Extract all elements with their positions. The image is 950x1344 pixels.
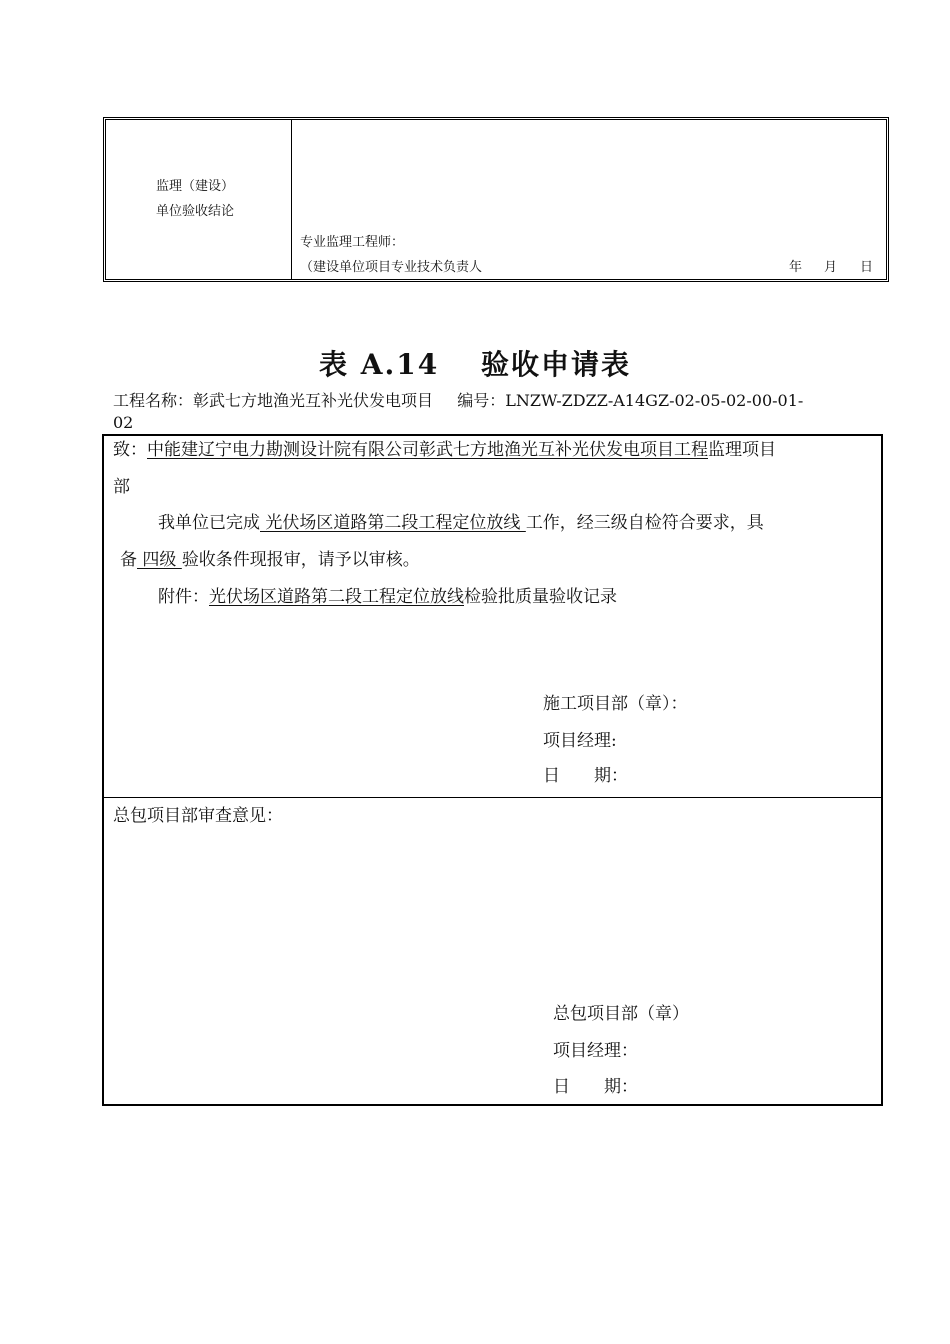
row-divider (104, 797, 881, 798)
acceptance-conclusion-table (103, 117, 889, 282)
recipient-name: 中能建辽宁电力勘测设计院有限公司彰武七方地渔光互补光伏发电项目工程 (147, 440, 708, 460)
month-label: 月 (824, 260, 838, 275)
recipient-suffix-line2: 部 (113, 477, 130, 497)
body-mid: 工作，经三级自检符合要求，具 (525, 513, 764, 533)
to-label: 致： (113, 440, 147, 460)
application-table (102, 434, 883, 1106)
recipient-suffix: 监理项目 (708, 440, 776, 460)
recipient-line (113, 440, 776, 460)
acceptance-level: 四级 (137, 550, 182, 570)
body-line1 (158, 513, 764, 533)
year-label: 年 (789, 260, 803, 275)
date-label: 日 期： (543, 766, 628, 786)
body-line2-suffix: 验收条件现报审，请予以审核。 (181, 550, 420, 570)
review-opinion-label: 总包项目部审查意见： (113, 806, 283, 826)
conclusion-label-line1: 监理（建设） (156, 179, 235, 194)
project-name-label: 工程名称： (113, 391, 194, 410)
project-info-line (113, 388, 803, 411)
code-continuation: 02 (113, 413, 134, 432)
work-item: 光伏场区道路第二段工程定位放线 (260, 513, 526, 533)
attachment-line (158, 587, 617, 607)
general-contractor-dept-label: 总包项目部（章） (553, 1004, 689, 1024)
day-label: 日 (860, 260, 874, 275)
body-prefix: 我单位已完成 (158, 513, 260, 533)
conclusion-label-line2: 单位验收结论 (156, 204, 235, 219)
review-manager-label: 项目经理： (553, 1041, 638, 1061)
table-divider (291, 120, 292, 279)
attachment-suffix: 检验批质量验收记录 (464, 587, 617, 607)
attachment-label: 附件： (158, 587, 209, 607)
code-label: 编号： (457, 391, 506, 410)
code-value: LNZW-ZDZZ-A14GZ-02-05-02-00-01- (505, 391, 804, 410)
project-name: 彰武七方地渔光互补光伏发电项目 (193, 391, 434, 410)
owner-label: （建设单位项目专业技术负责人 (300, 260, 483, 275)
form-title: 表 A.14 验收申请表 (319, 348, 631, 381)
body-line2 (120, 550, 420, 570)
attachment-item: 光伏场区道路第二段工程定位放线 (209, 587, 464, 607)
review-date-label: 日 期： (553, 1077, 638, 1097)
construction-dept-label: 施工项目部（章）： (543, 694, 688, 714)
project-manager-label: 项目经理: (543, 731, 617, 751)
engineer-label: 专业监理工程师： (300, 235, 405, 250)
body-line2-prefix: 备 (120, 550, 137, 570)
